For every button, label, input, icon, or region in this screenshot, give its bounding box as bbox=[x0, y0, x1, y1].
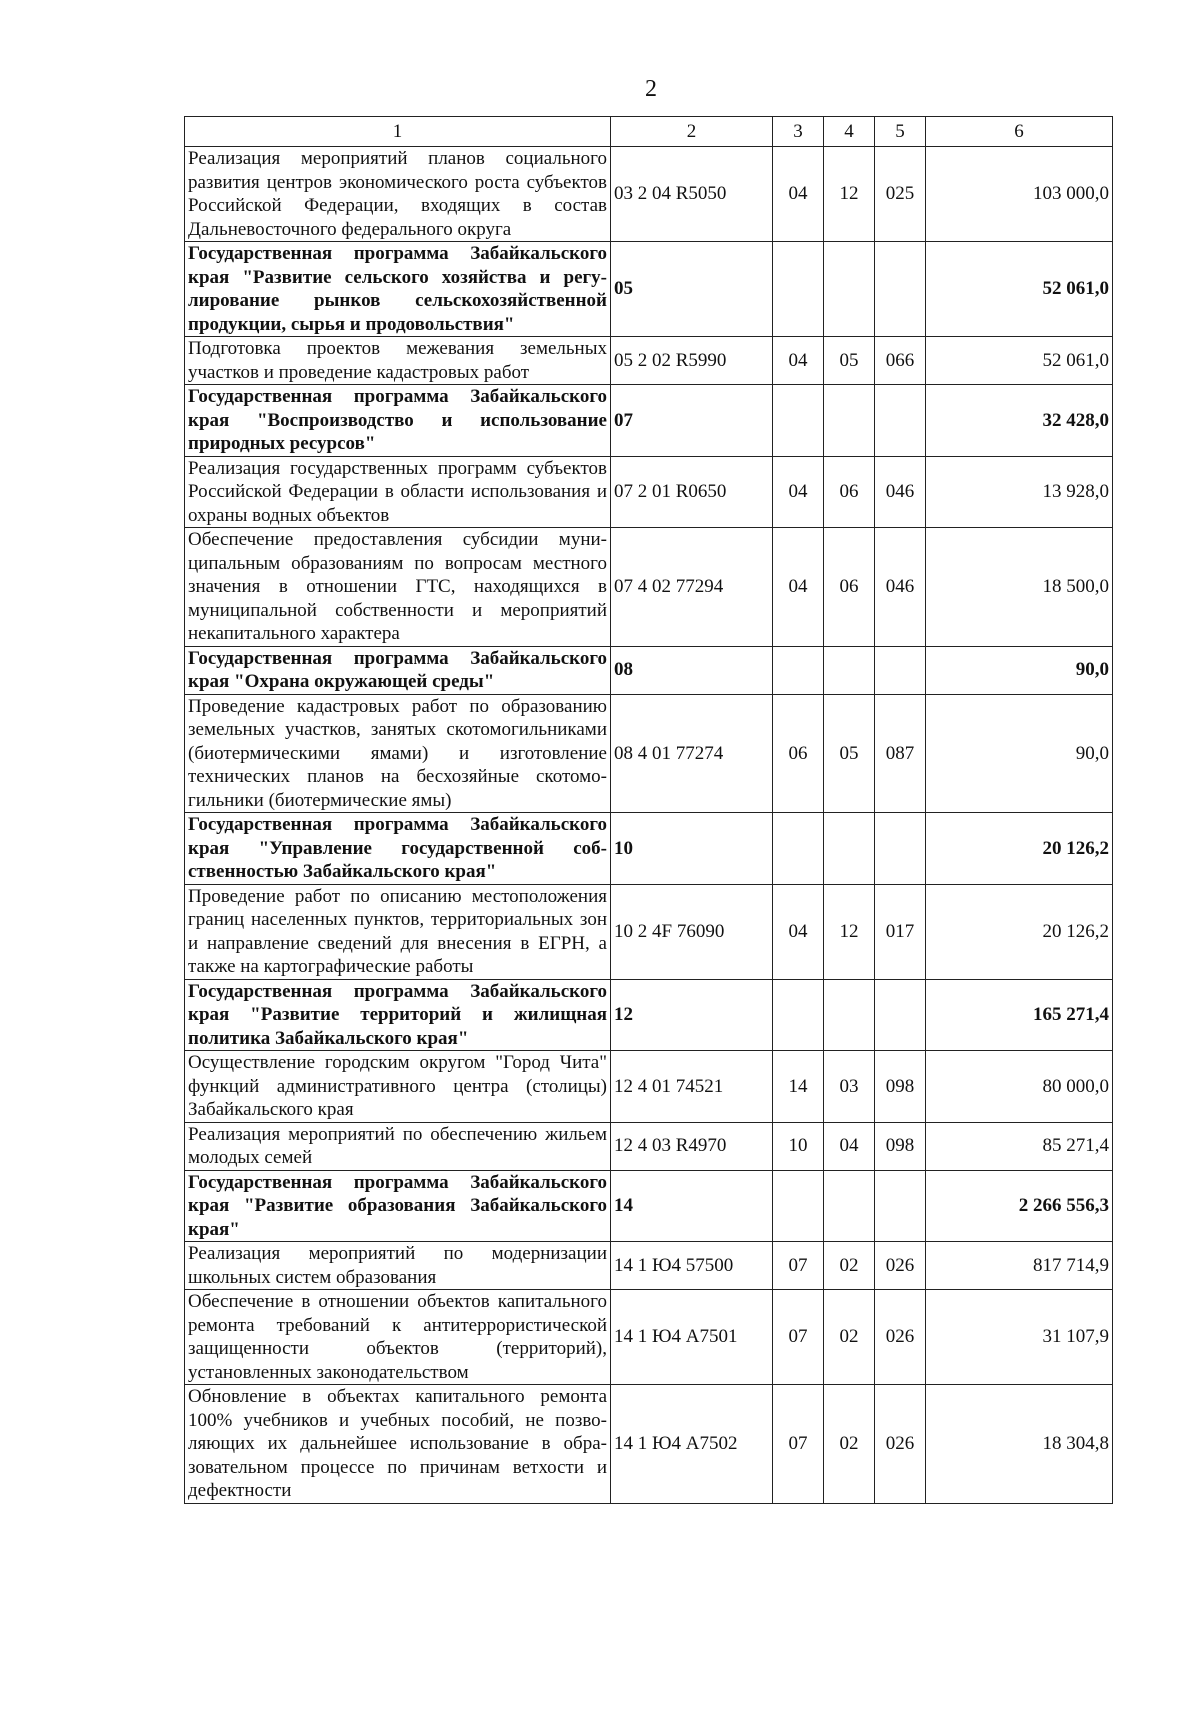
row-col-3: 07 bbox=[773, 1242, 824, 1290]
row-col-5: 026 bbox=[875, 1242, 926, 1290]
row-name: Обновление в объектах капитального ремонта 100% учебников и учебных пособий, не позволяющих их дальнейшее использование в образовательном процессе по причинам ветхости и дефектности bbox=[185, 1385, 611, 1504]
row-name: Реализация государственных программ субъектов Российской Федерации в области использования и охраны водных объектов bbox=[185, 456, 611, 528]
row-code: 03 2 04 R5050 bbox=[611, 147, 773, 242]
column-header: 4 bbox=[824, 117, 875, 147]
row-col-3: 04 bbox=[773, 884, 824, 979]
row-col-4: 06 bbox=[824, 456, 875, 528]
row-col-5: 087 bbox=[875, 694, 926, 813]
row-col-5: 098 bbox=[875, 1122, 926, 1170]
column-header: 3 bbox=[773, 117, 824, 147]
program-row bbox=[185, 813, 1113, 885]
table-row bbox=[185, 528, 1113, 647]
row-code: 10 bbox=[611, 813, 773, 885]
row-col-5 bbox=[875, 979, 926, 1051]
row-col-4: 05 bbox=[824, 694, 875, 813]
row-col-4: 12 bbox=[824, 147, 875, 242]
row-amount: 817 714,9 bbox=[926, 1242, 1113, 1290]
row-col-3 bbox=[773, 242, 824, 337]
column-header: 2 bbox=[611, 117, 773, 147]
row-col-5: 046 bbox=[875, 528, 926, 647]
row-col-5 bbox=[875, 242, 926, 337]
page-number: 2 bbox=[645, 76, 657, 102]
row-code: 14 bbox=[611, 1170, 773, 1242]
row-name: Проведение кадастровых работ по образованию земельных участков, занятых скотомогильниками (биотермическими ямами) и изготовление технических планов на бесхозяйные скотомогильники (биотермические ямы) bbox=[185, 694, 611, 813]
row-amount: 13 928,0 bbox=[926, 456, 1113, 528]
table-row bbox=[185, 456, 1113, 528]
row-name: Государственная программа Забайкальского края "Развитие образования Забайкальского края" bbox=[185, 1170, 611, 1242]
row-code: 14 1 Ю4 A7501 bbox=[611, 1290, 773, 1385]
row-col-3 bbox=[773, 1170, 824, 1242]
row-col-3 bbox=[773, 646, 824, 694]
row-code: 07 bbox=[611, 385, 773, 457]
row-code: 05 2 02 R5990 bbox=[611, 337, 773, 385]
table-row bbox=[185, 1385, 1113, 1504]
table-row bbox=[185, 694, 1113, 813]
row-col-5 bbox=[875, 813, 926, 885]
program-row bbox=[185, 979, 1113, 1051]
row-name: Государственная программа Забайкальского края "Охрана окружающей среды" bbox=[185, 646, 611, 694]
row-amount: 52 061,0 bbox=[926, 337, 1113, 385]
row-col-4: 02 bbox=[824, 1290, 875, 1385]
row-code: 05 bbox=[611, 242, 773, 337]
row-amount: 20 126,2 bbox=[926, 813, 1113, 885]
row-amount: 103 000,0 bbox=[926, 147, 1113, 242]
row-amount: 2 266 556,3 bbox=[926, 1170, 1113, 1242]
row-col-4 bbox=[824, 242, 875, 337]
row-name: Обеспечение в отношении объектов капитального ремонта требований к антитеррористической защищенности объектов (территорий), установленных законодательством bbox=[185, 1290, 611, 1385]
table-row bbox=[185, 884, 1113, 979]
row-col-5: 098 bbox=[875, 1051, 926, 1123]
row-col-4 bbox=[824, 1170, 875, 1242]
table-row bbox=[185, 337, 1113, 385]
program-row bbox=[185, 385, 1113, 457]
row-code: 14 1 Ю4 A7502 bbox=[611, 1385, 773, 1504]
row-amount: 90,0 bbox=[926, 694, 1113, 813]
table-header-row bbox=[185, 117, 1113, 147]
row-amount: 32 428,0 bbox=[926, 385, 1113, 457]
row-code: 07 4 02 77294 bbox=[611, 528, 773, 647]
row-amount: 165 271,4 bbox=[926, 979, 1113, 1051]
row-col-4 bbox=[824, 646, 875, 694]
row-code: 12 bbox=[611, 979, 773, 1051]
row-code: 12 4 03 R4970 bbox=[611, 1122, 773, 1170]
row-amount: 90,0 bbox=[926, 646, 1113, 694]
row-col-3: 04 bbox=[773, 147, 824, 242]
row-col-4: 02 bbox=[824, 1242, 875, 1290]
row-code: 10 2 4F 76090 bbox=[611, 884, 773, 979]
row-col-5: 017 bbox=[875, 884, 926, 979]
row-col-3: 10 bbox=[773, 1122, 824, 1170]
row-col-3: 07 bbox=[773, 1290, 824, 1385]
row-col-3 bbox=[773, 813, 824, 885]
column-header: 5 bbox=[875, 117, 926, 147]
row-code: 14 1 Ю4 57500 bbox=[611, 1242, 773, 1290]
row-col-4: 04 bbox=[824, 1122, 875, 1170]
row-name: Подготовка проектов межевания земельных участков и проведение кадастровых работ bbox=[185, 337, 611, 385]
row-name: Реализация мероприятий по обеспечению жильем молодых семей bbox=[185, 1122, 611, 1170]
row-col-3: 04 bbox=[773, 528, 824, 647]
row-code: 08 4 01 77274 bbox=[611, 694, 773, 813]
row-amount: 52 061,0 bbox=[926, 242, 1113, 337]
row-name: Государственная программа Забайкальского края "Развитие сельского хозяйства и регулирование рынков сельскохозяйственной продукции, сырья и продовольствия" bbox=[185, 242, 611, 337]
table-body bbox=[185, 147, 1113, 1504]
row-col-3 bbox=[773, 385, 824, 457]
row-col-4 bbox=[824, 979, 875, 1051]
row-code: 12 4 01 74521 bbox=[611, 1051, 773, 1123]
row-col-5 bbox=[875, 385, 926, 457]
row-name: Реализация мероприятий планов социального развития центров экономического роста субъектов Российской Федерации, входящих в состав Дальневосточного федерального округа bbox=[185, 147, 611, 242]
row-col-5 bbox=[875, 1170, 926, 1242]
row-col-3: 14 bbox=[773, 1051, 824, 1123]
row-amount: 18 500,0 bbox=[926, 528, 1113, 647]
column-header: 1 bbox=[185, 117, 611, 147]
row-col-5: 025 bbox=[875, 147, 926, 242]
table-row bbox=[185, 1051, 1113, 1123]
row-col-5: 046 bbox=[875, 456, 926, 528]
row-col-5: 066 bbox=[875, 337, 926, 385]
row-amount: 20 126,2 bbox=[926, 884, 1113, 979]
row-col-5 bbox=[875, 646, 926, 694]
row-name: Проведение работ по описанию местоположения границ населенных пунктов, территориальных зон и направление сведений для внесения в ЕГРН, а также на картографические работы bbox=[185, 884, 611, 979]
row-amount: 85 271,4 bbox=[926, 1122, 1113, 1170]
row-col-4: 03 bbox=[824, 1051, 875, 1123]
row-col-4: 12 bbox=[824, 884, 875, 979]
row-code: 07 2 01 R0650 bbox=[611, 456, 773, 528]
row-code: 08 bbox=[611, 646, 773, 694]
row-name: Осуществление городским округом "Город Чита" функций административного центра (столицы) Забайкальского края bbox=[185, 1051, 611, 1123]
table-row bbox=[185, 1122, 1113, 1170]
row-name: Обеспечение предоставления субсидии муниципальным образованиям по вопросам местного значения в отношении ГТС, находящихся в муниципальной собственности и мероприятий некапитального характера bbox=[185, 528, 611, 647]
row-name: Государственная программа Забайкальского края "Развитие территорий и жилищная политика Забайкальского края" bbox=[185, 979, 611, 1051]
program-row bbox=[185, 1170, 1113, 1242]
row-col-3: 04 bbox=[773, 456, 824, 528]
row-amount: 80 000,0 bbox=[926, 1051, 1113, 1123]
table-row bbox=[185, 1290, 1113, 1385]
row-name: Государственная программа Забайкальского края "Управление государственной собственностью Забайкальского края" bbox=[185, 813, 611, 885]
row-name: Государственная программа Забайкальского края "Воспроизводство и использование природных ресурсов" bbox=[185, 385, 611, 457]
column-header: 6 bbox=[926, 117, 1113, 147]
row-col-4: 02 bbox=[824, 1385, 875, 1504]
table-row bbox=[185, 147, 1113, 242]
row-col-4 bbox=[824, 813, 875, 885]
row-amount: 31 107,9 bbox=[926, 1290, 1113, 1385]
row-col-5: 026 bbox=[875, 1385, 926, 1504]
row-col-5: 026 bbox=[875, 1290, 926, 1385]
row-col-3: 04 bbox=[773, 337, 824, 385]
table-row bbox=[185, 1242, 1113, 1290]
row-col-4: 06 bbox=[824, 528, 875, 647]
row-col-3 bbox=[773, 979, 824, 1051]
budget-table bbox=[184, 116, 1113, 1504]
row-col-4 bbox=[824, 385, 875, 457]
row-name: Реализация мероприятий по модернизации школьных систем образования bbox=[185, 1242, 611, 1290]
row-col-4: 05 bbox=[824, 337, 875, 385]
row-amount: 18 304,8 bbox=[926, 1385, 1113, 1504]
row-col-3: 07 bbox=[773, 1385, 824, 1504]
program-row bbox=[185, 242, 1113, 337]
row-col-3: 06 bbox=[773, 694, 824, 813]
program-row bbox=[185, 646, 1113, 694]
